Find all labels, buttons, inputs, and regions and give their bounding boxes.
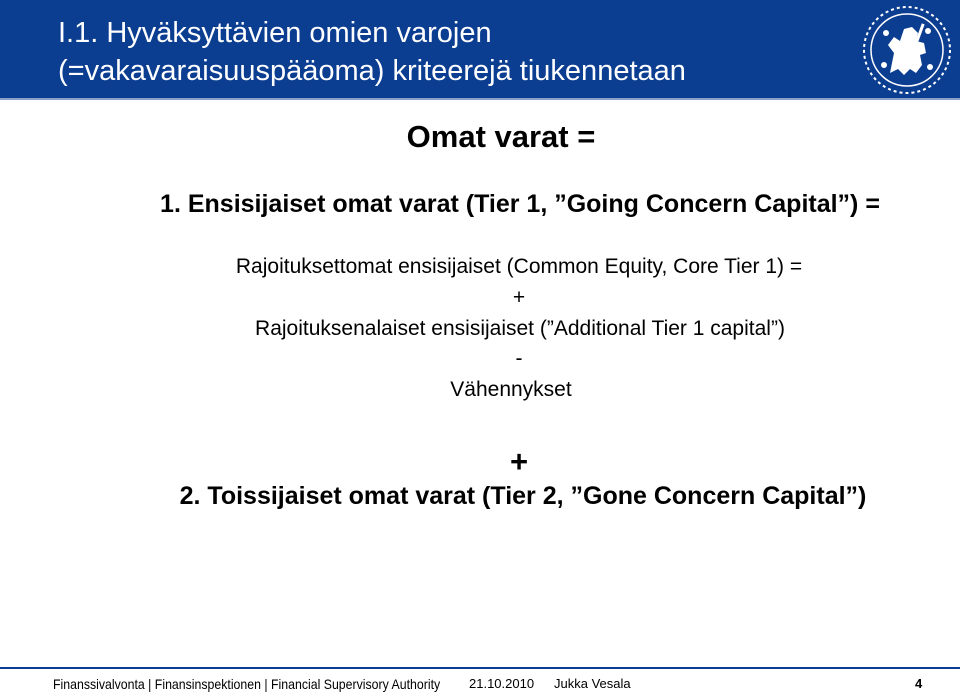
tier1-component-deductions: Vähennykset	[450, 378, 572, 401]
slide-header	[0, 0, 960, 100]
tier1-component-minus: -	[515, 347, 523, 370]
tier1-line: 1. Ensisijaiset omat varat (Tier 1, ”Going Concern Capital”) =	[160, 190, 880, 218]
footer-date: 21.10.2010	[469, 676, 535, 691]
tier1-component-common-equity: Rajoituksettomat ensisijaiset (Common Equity, Core Tier 1) =	[235, 255, 803, 278]
tier2-line: 2. Toissijaiset omat varat (Tier 2, ”Gone Concern Capital”)	[179, 482, 867, 510]
footer-divider	[0, 667, 960, 669]
slide-title-line-1: I.1. Hyväksyttävien omien varojen	[58, 17, 492, 49]
slide-title-line-2: (=vakavaraisuuspääoma) kriteerejä tiukennetaan	[58, 55, 686, 87]
footer-organization: Finanssivalvonta | Finansinspektionen | Financial Supervisory Authority	[53, 676, 441, 692]
tier1-component-additional: Rajoituksenalaiset ensisijaiset (”Additional Tier 1 capital”)	[255, 317, 785, 340]
own-funds-heading: Omat varat =	[406, 119, 596, 154]
tier1-component-plus: +	[512, 286, 526, 309]
plus-sign: +	[509, 444, 529, 479]
footer-author: Jukka Vesala	[554, 676, 631, 691]
lion-emblem-icon	[860, 3, 954, 97]
page-number: 4	[915, 676, 923, 691]
